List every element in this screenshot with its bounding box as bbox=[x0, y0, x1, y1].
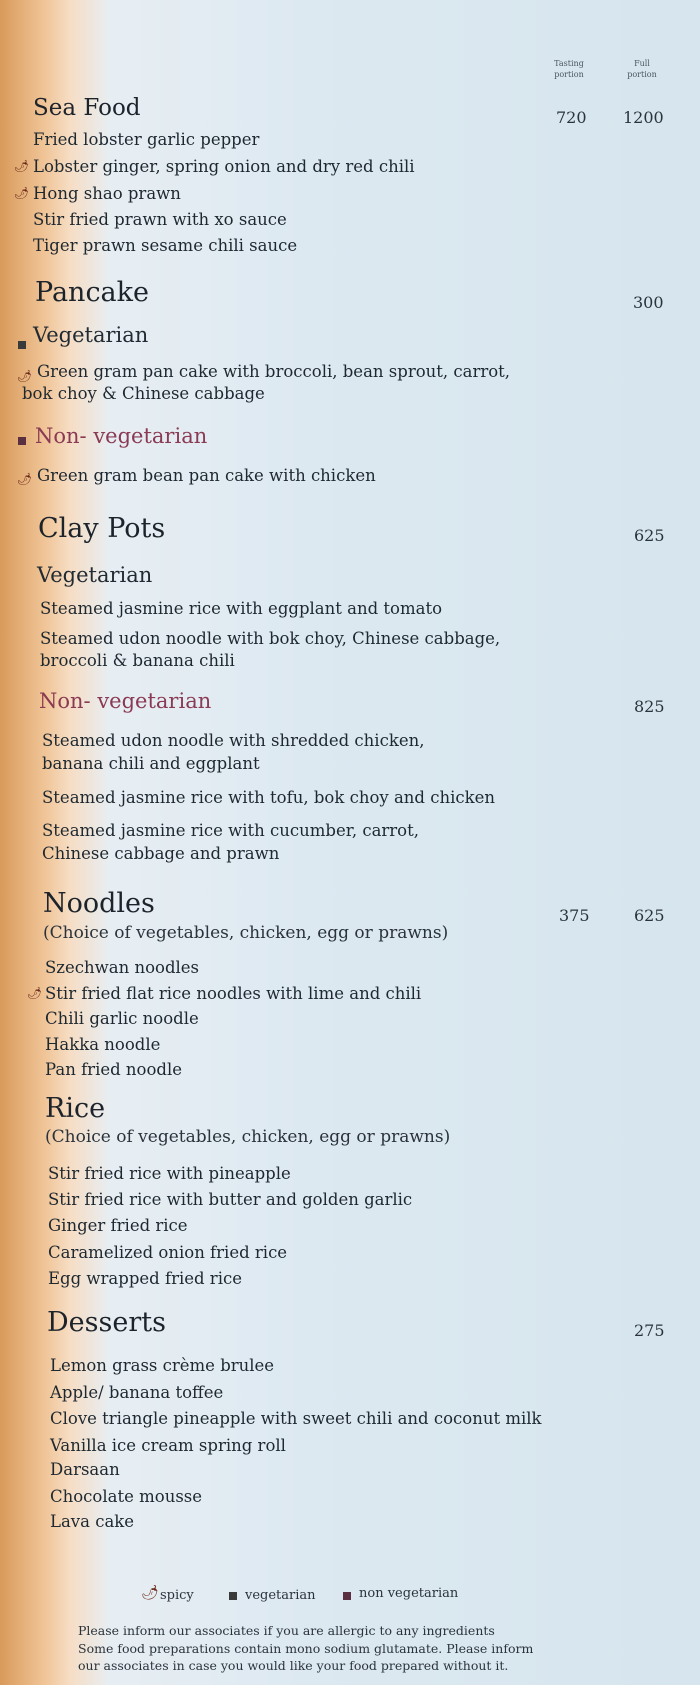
menu-item: Stir fried rice with pineapple bbox=[48, 1164, 291, 1183]
menu-item: Lemon grass crème brulee bbox=[50, 1356, 275, 1375]
allergy-footer-note bbox=[78, 1622, 638, 1675]
menu-item: Stir fried rice with butter and golden garlic bbox=[48, 1190, 413, 1209]
section-title-desserts: Desserts bbox=[47, 1307, 166, 1338]
non-vegetarian-marker-icon bbox=[343, 1592, 351, 1600]
menu-item: Steamed jasmine rice with cucumber, carrot, bbox=[42, 821, 419, 840]
menu-item: Szechwan noodles bbox=[45, 958, 200, 977]
claypots-veg-label: Vegetarian bbox=[37, 563, 153, 587]
menu-item: Chili garlic noodle bbox=[45, 1009, 199, 1028]
menu-item: Hong shao prawn bbox=[33, 184, 181, 203]
chili-icon: 🌶 bbox=[14, 159, 30, 173]
menu-item: Hakka noodle bbox=[45, 1035, 161, 1054]
menu-item: banana chili and eggplant bbox=[42, 754, 260, 773]
section-title-claypots: Clay Pots bbox=[38, 513, 166, 544]
legend-spicy: spicy bbox=[160, 1588, 194, 1603]
menu-item: broccoli & banana chili bbox=[40, 651, 235, 670]
menu-item: Steamed jasmine rice with eggplant and tomato bbox=[40, 599, 443, 618]
section-title-noodles: Noodles bbox=[43, 888, 155, 919]
pancake-price: 300 bbox=[633, 293, 664, 312]
legend-vegetarian: vegetarian bbox=[245, 1588, 316, 1603]
menu-item: Darsaan bbox=[50, 1460, 120, 1479]
footer-line: Some food preparations contain mono sodium glutamate. Please inform bbox=[78, 1640, 534, 1656]
section-title-pancake: Pancake bbox=[35, 277, 149, 308]
seafood-price-full: 1200 bbox=[623, 108, 664, 127]
menu-item: Ginger fried rice bbox=[48, 1216, 188, 1235]
footer-line: our associates in case you would like your food prepared without it. bbox=[78, 1658, 509, 1673]
header-line: portion bbox=[554, 70, 584, 79]
menu-item: Steamed jasmine rice with tofu, bok choy and chicken bbox=[42, 788, 495, 807]
menu-item: Pan fried noodle bbox=[45, 1060, 183, 1079]
menu-item: Stir fried prawn with xo sauce bbox=[33, 210, 287, 229]
menu-item: Stir fried flat rice noodles with lime and chili bbox=[45, 984, 422, 1003]
non-vegetarian-marker-icon bbox=[18, 437, 26, 445]
chili-icon: 🌶 bbox=[27, 986, 43, 1000]
menu-item: Tiger prawn sesame chili sauce bbox=[33, 236, 298, 255]
rice-choice-note: (Choice of vegetables, chicken, egg or prawns) bbox=[45, 1127, 451, 1147]
noodles-price-tasting: 375 bbox=[559, 906, 590, 925]
menu-item: Steamed udon noodle with shredded chicken, bbox=[42, 731, 425, 750]
section-title-seafood: Sea Food bbox=[33, 95, 141, 121]
full-portion-header bbox=[614, 58, 670, 80]
header-line: Tasting bbox=[554, 59, 584, 68]
menu-item: Lobster ginger, spring onion and dry red chili bbox=[33, 157, 415, 176]
chili-icon: 🌶 bbox=[141, 1585, 159, 1601]
claypots-nonveg-price: 825 bbox=[634, 697, 665, 716]
noodles-price-full: 625 bbox=[634, 906, 665, 925]
menu-item: Fried lobster garlic pepper bbox=[33, 130, 260, 149]
vegetarian-marker-icon bbox=[229, 1592, 237, 1600]
claypots-veg-price: 625 bbox=[634, 526, 665, 545]
tasting-portion-header bbox=[541, 58, 597, 80]
claypots-nonveg-label: Non- vegetarian bbox=[39, 689, 212, 713]
menu-item: Egg wrapped fried rice bbox=[48, 1269, 242, 1288]
menu-item: Clove triangle pineapple with sweet chili and coconut milk bbox=[50, 1409, 542, 1428]
desserts-price: 275 bbox=[634, 1321, 665, 1340]
menu-item: Apple/ banana toffee bbox=[50, 1383, 224, 1402]
section-title-rice: Rice bbox=[45, 1093, 106, 1124]
pancake-nonveg-label: Non- vegetarian bbox=[35, 424, 208, 448]
header-line: portion bbox=[627, 70, 657, 79]
menu-item: bok choy & Chinese cabbage bbox=[22, 384, 265, 403]
menu-item: Steamed udon noodle with bok choy, Chinese cabbage, bbox=[40, 629, 501, 648]
seafood-price-tasting: 720 bbox=[556, 108, 587, 127]
menu-item: Chinese cabbage and prawn bbox=[42, 844, 280, 863]
footer-line: Please inform our associates if you are allergic to any ingredients bbox=[78, 1623, 495, 1638]
vegetarian-marker-icon bbox=[18, 341, 26, 349]
menu-item: Green gram pan cake with broccoli, bean sprout, carrot, bbox=[37, 362, 511, 381]
pancake-veg-label: Vegetarian bbox=[33, 323, 149, 347]
menu-item: Caramelized onion fried rice bbox=[48, 1243, 288, 1262]
menu-item: Green gram bean pan cake with chicken bbox=[37, 466, 376, 485]
header-line: Full bbox=[634, 59, 650, 68]
menu-item: Lava cake bbox=[50, 1512, 135, 1531]
chili-icon: 🌶 bbox=[17, 369, 33, 383]
menu-item: Vanilla ice cream spring roll bbox=[50, 1436, 286, 1455]
chili-icon: 🌶 bbox=[14, 186, 30, 200]
noodles-choice-note: (Choice of vegetables, chicken, egg or prawns) bbox=[43, 923, 449, 943]
menu-item: Chocolate mousse bbox=[50, 1487, 203, 1506]
chili-icon: 🌶 bbox=[17, 472, 33, 486]
legend-non-vegetarian: non vegetarian bbox=[359, 1586, 459, 1601]
